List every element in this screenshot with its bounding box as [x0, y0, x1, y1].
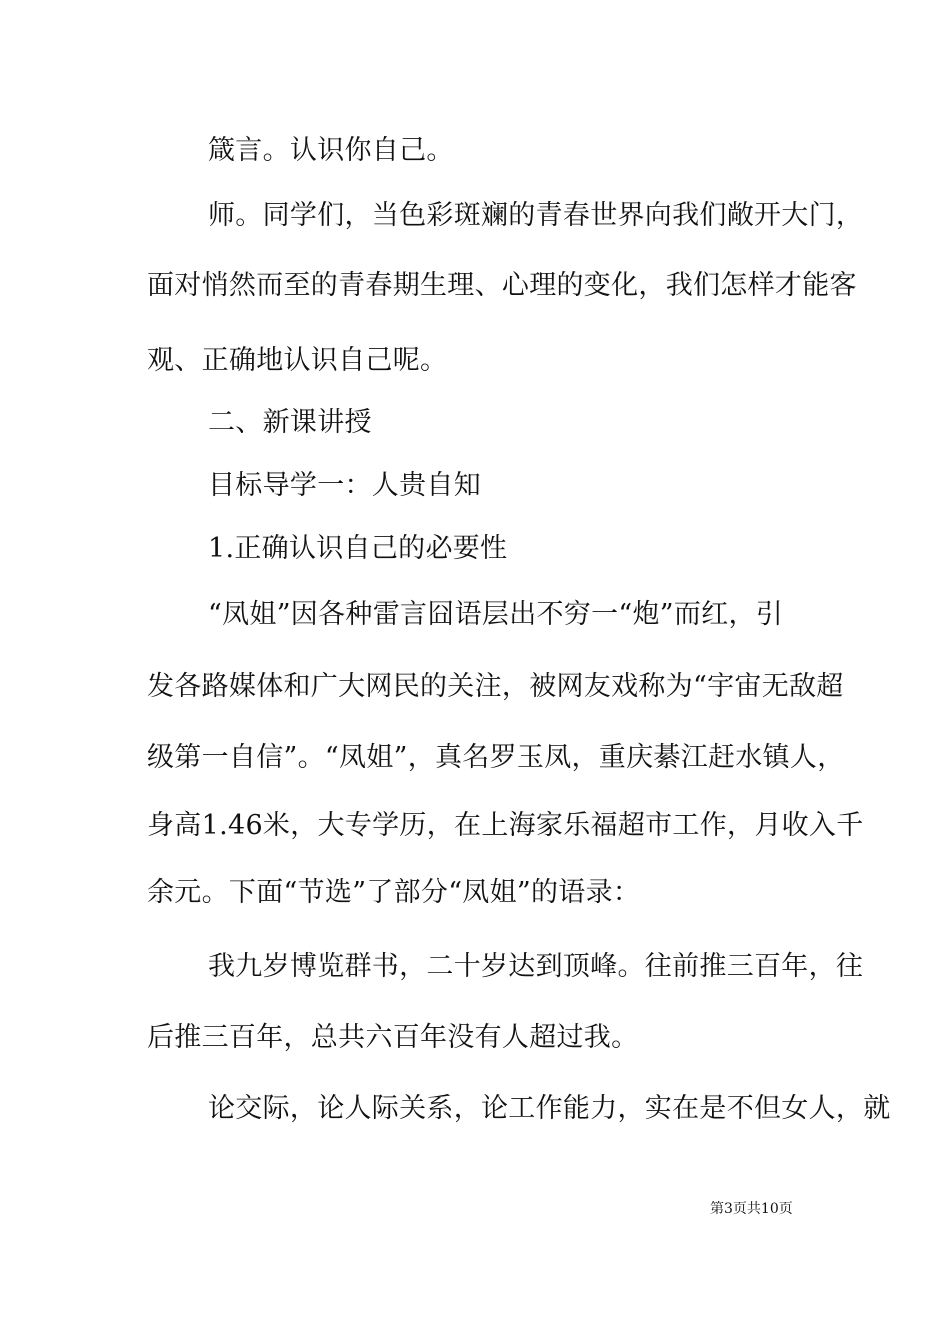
numbered-item-heading: 1.正确认识自己的必要性 [208, 533, 508, 564]
text-line: 级第一自信”。“凤姐”，真名罗玉凤，重庆綦江赶水镇人， [147, 742, 845, 773]
quote-line: 后推三百年，总共六百年没有人超过我。 [147, 1022, 639, 1053]
text-line: 身高1.46米，大专学历，在上海家乐福超市工作，月收入千 [147, 810, 864, 841]
text-line: “凤姐”因各种雷言囧语层出不穷一“炮”而红，引 [208, 599, 784, 630]
text-line: 师。同学们，当色彩斑斓的青春世界向我们敞开大门， [208, 200, 864, 231]
quote-line: 论交际，论人际关系，论工作能力，实在是不但女人，就 [208, 1093, 891, 1124]
text-line: 观、正确地认识自己呢。 [147, 345, 448, 376]
subsection-heading: 目标导学一：人贵自知 [208, 470, 481, 501]
quote-line: 我九岁博览群书，二十岁达到顶峰。往前推三百年，往 [208, 951, 864, 982]
text-line: 余元。下面“节选”了部分“凤姐”的语录： [147, 877, 641, 908]
page-number: 第3页共10页 [710, 1201, 793, 1217]
text-line: 发各路媒体和广大网民的关注，被网友戏称为“宇宙无敌超 [147, 671, 844, 702]
text-line: 面对悄然而至的青春期生理、心理的变化，我们怎样才能客 [147, 270, 857, 301]
text-line: 箴言。认识你自己。 [208, 135, 454, 166]
section-heading: 二、新课讲授 [208, 407, 372, 438]
